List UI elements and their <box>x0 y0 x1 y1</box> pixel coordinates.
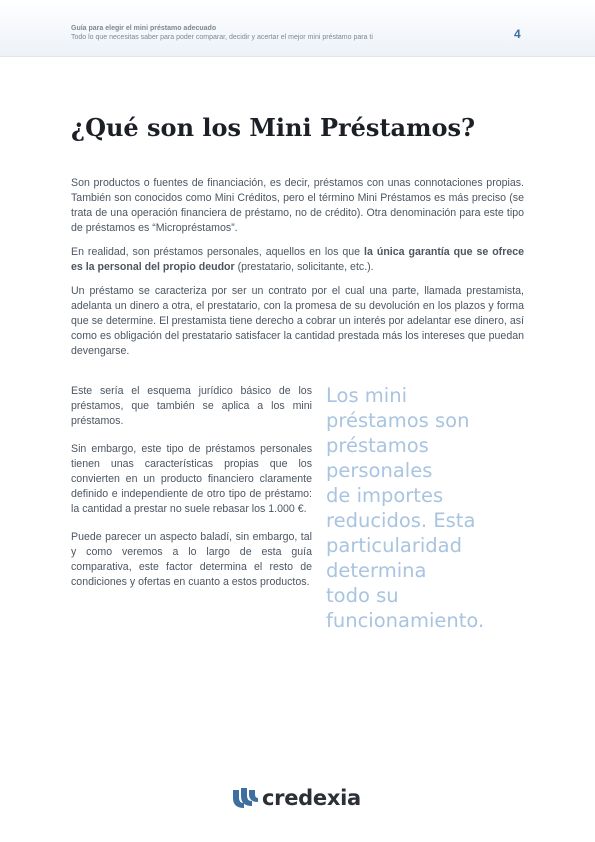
pull-quote-line: particularidad <box>326 534 462 557</box>
paragraph-definition: Son productos o fuentes de financiación, es decir, préstamos con unas connotaciones propias. También son conocidos como Mini Créditos, pero el término Mini Préstamos es más preciso (se trata de una operación financiera de préstamo, no de crédito). Otra denominación para este tipo de préstamos es “Micropréstamos”. <box>71 177 524 234</box>
pull-quote-line: préstamos <box>326 434 429 457</box>
page-title: ¿Qué son los Mini Préstamos? <box>71 113 476 142</box>
paragraph-personal-loans <box>71 245 524 275</box>
paragraph-personal-loans-start: En realidad, son préstamos personales, aquellos en los que <box>71 246 365 258</box>
pull-quote-line: todo su <box>326 584 399 607</box>
left-column <box>71 384 312 603</box>
page-header <box>0 0 595 57</box>
header-guide-title: Guía para elegir el mini préstamo adecuado <box>71 25 217 32</box>
paragraph-legal-scheme: Este sería el esquema jurídico básico de los préstamos, que también se aplica a los mini préstamos. <box>71 385 312 427</box>
paragraph-personal-loans-end: (prestatario, solicitante, etc.). <box>234 261 374 273</box>
pull-quote-line: determina <box>326 559 427 582</box>
paragraph-personal-loans-bold: la única garantía que se ofrece es la personal del propio deudor <box>71 246 524 273</box>
paragraph-conditions: Puede parecer un aspecto baladí, sin embargo, tal y como veremos a lo largo de esta guía comparativa, este factor determina el resto de condiciones y ofertas en cuanto a estos productos. <box>71 531 312 588</box>
pull-quote-line: de importes <box>326 484 444 507</box>
credexia-logo-icon <box>229 786 259 810</box>
intro-body <box>71 176 524 368</box>
pull-quote-line: Los mini <box>326 384 407 407</box>
pull-quote-line: funcionamiento. <box>326 609 485 632</box>
pull-quote <box>326 383 526 633</box>
page-number: 4 <box>514 27 521 41</box>
paragraph-characteristics: Sin embargo, este tipo de préstamos personales tienen unas características propias que los convierten en un producto financiero claramente definido e independiente de otro tipo de préstamo: la cantidad a prestar no suele rebasar los 1.000 €. <box>71 443 312 515</box>
paragraph-loan-contract: Un préstamo se caracteriza por ser un contrato por el cual una parte, llamada prestamista, adelanta un dinero a otra, el prestatario, con la promesa de su devolución en los plazos y forma que se determine. El prestamista tiene derecho a cobrar un interés por adelantar ese dinero, así como es obligación del prestatario satisfacer la cantidad prestada más los intereses que puedan devengarse. <box>71 285 524 357</box>
header-guide-subtitle: Todo lo que necesitas saber para poder comparar, decidir y acertar el mejor mini préstamo para ti <box>71 34 373 41</box>
credexia-logo <box>229 782 361 814</box>
pull-quote-line: personales <box>326 459 433 482</box>
pull-quote-line: préstamos son <box>326 409 470 432</box>
pull-quote-line: reducidos. Esta <box>326 509 476 532</box>
credexia-logo-text: credexia <box>262 786 361 810</box>
